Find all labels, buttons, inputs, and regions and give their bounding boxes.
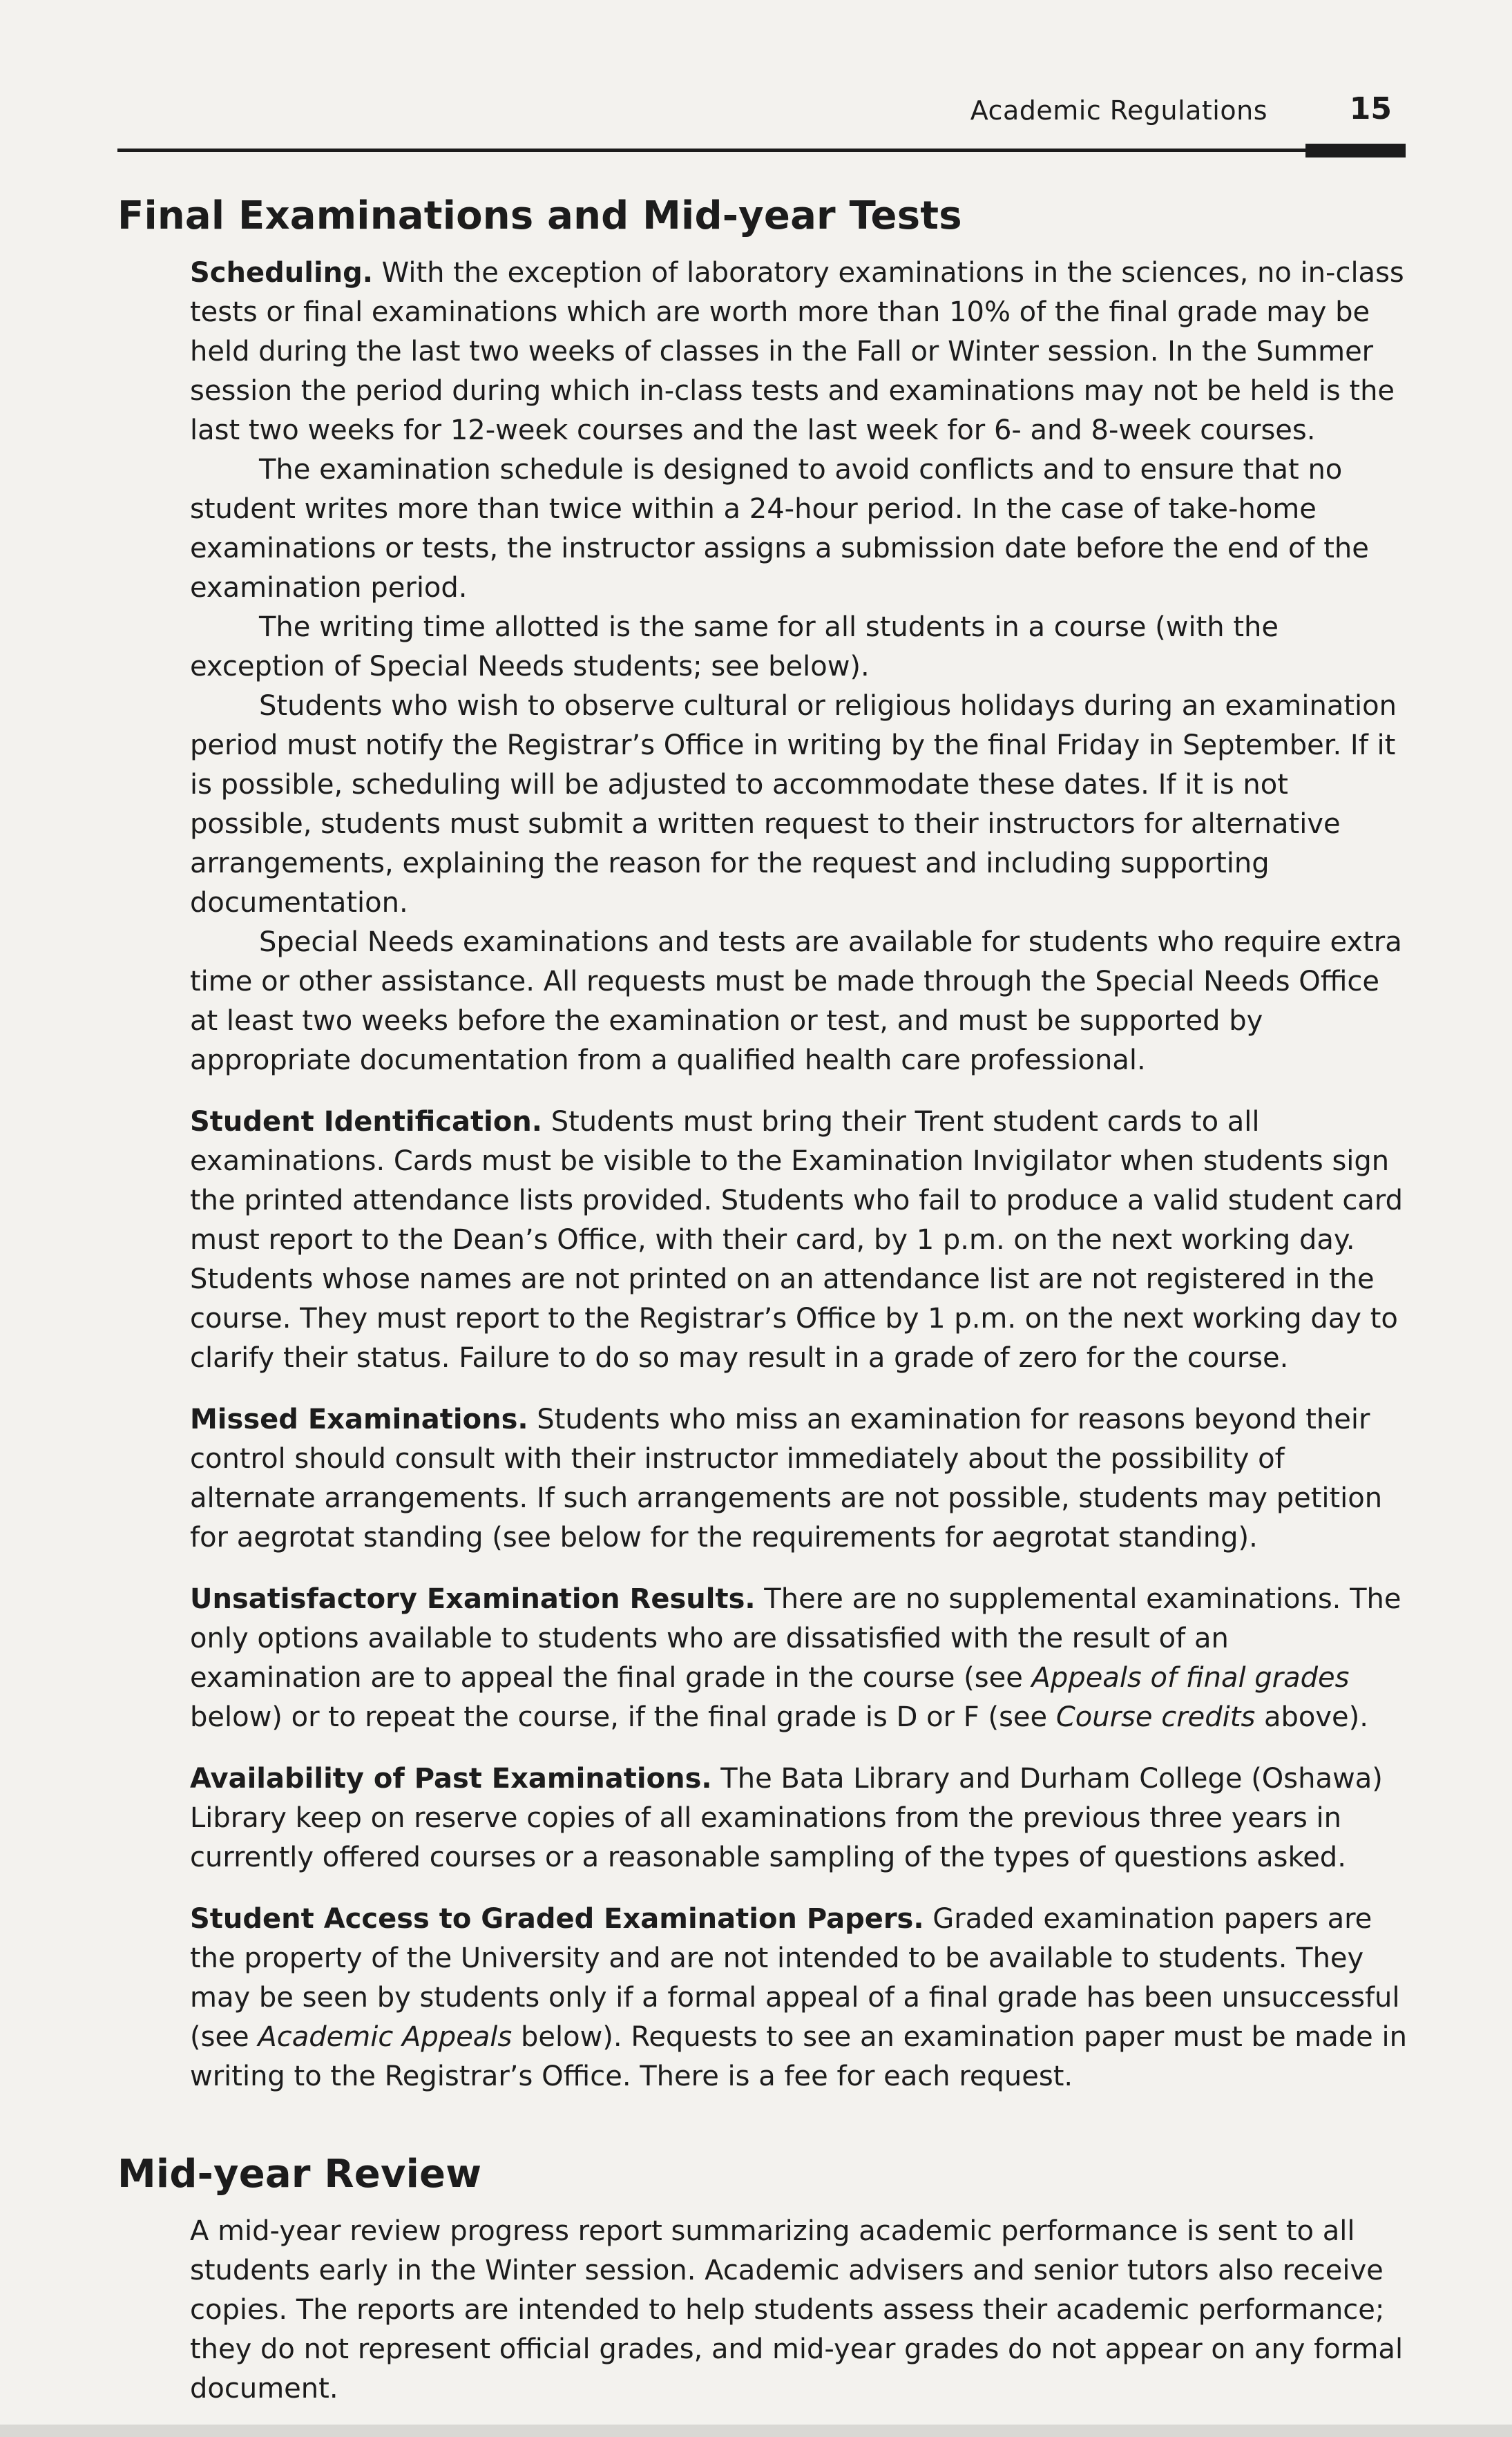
unsatisfactory-text-2: below) or to repeat the course, if the final grade is D or F (see [190, 1701, 1056, 1733]
running-title: Academic Regulations [970, 95, 1267, 126]
run-in-head-past-examinations: Availability of Past Examinations. [190, 1763, 712, 1795]
section-title-mid-year-review: Mid-year Review [117, 2152, 482, 2197]
scheduling-text: With the exception of laboratory examinations in the sciences, no in-class tests or final examinations which are worth more than 10% of the final grade may be held during the last two weeks of classes in the Fall or Winter session. In the Summer session the period during which in-class tests and examinations may not be held is the last two weeks for 12-week courses and the last week for 6- and 8-week courses. [190, 257, 1404, 446]
past-examinations-text: The Bata Library and Durham College (Oshawa) Library keep on reserve copies of all examinations from the previous three years in currently offered courses or a reasonable sampling of the types of questions asked. [190, 1763, 1383, 1873]
page-content [117, 187, 1416, 2409]
page-bottom-edge [0, 2425, 1512, 2437]
run-in-head-graded-papers: Student Access to Graded Examination Papers. [190, 1903, 924, 1935]
paragraph-mid-year-review: A mid-year review progress report summarizing academic performance is sent to all students early in the Winter session. Academic advisers and senior tutors also receive copies. The reports are intended to help students assess their academic performance; they do not represent official grades, and mid-year grades do not appear on any formal document. [190, 2215, 1404, 2405]
reference-academic-appeals: Academic Appeals [258, 2021, 513, 2053]
running-header [117, 90, 1406, 152]
header-rule-tab [1305, 144, 1406, 157]
reference-course-credits: Course credits [1055, 1701, 1256, 1733]
paragraph-graded-papers [190, 1900, 1409, 2096]
graded-papers-text-1: Graded examination papers are the property of the University and are not intended to be available to students. They may be seen by students only if a formal appeal of a final grade has been unsuccessful (see [190, 1903, 1400, 2053]
run-in-head-scheduling: Scheduling. [190, 257, 373, 289]
graded-papers-text-2: below). Requests to see an examination paper must be made in writing to the Registrar’s Office. There is a fee for each request. [190, 2021, 1407, 2092]
paragraph-scheduling [190, 254, 1409, 450]
paragraph-exam-schedule: The examination schedule is designed to avoid conflicts and to ensure that no student writes more than twice within a 24-hour period. In the case of take-home examinations or tests, the instructor assigns a submission date before the end of the examination period. [190, 454, 1369, 604]
unsatisfactory-text-3: above). [1255, 1701, 1368, 1733]
run-in-head-missed-examinations: Missed Examinations. [190, 1404, 528, 1435]
missed-examinations-text: Students who miss an examination for reasons beyond their control should consult with their instructor immediately about the possibility of alternate arrangements. If such arrangements are not possible, students may petition for aegrotat standing (see below for the requirements for aegrotat standing). [190, 1404, 1383, 1554]
reference-appeals-of-final-grades: Appeals of final grades [1031, 1662, 1350, 1694]
run-in-head-unsatisfactory-results: Unsatisfactory Examination Results. [190, 1583, 756, 1615]
section-body-final-examinations [190, 254, 1409, 2096]
paragraph-past-examinations [190, 1759, 1409, 1877]
paragraph-religious-holidays: Students who wish to observe cultural or religious holidays during an examination period must notify the Registrar’s Office in writing by the final Friday in September. If it is possible, scheduling will be adjusted to accommodate these dates. If it is not possible, students must submit a written request to their instructors for alternative arrangements, explaining the reason for the request and including supporting documentation. [190, 690, 1397, 919]
page-number: 15 [1349, 91, 1392, 126]
section-body-mid-year-review [190, 2212, 1409, 2409]
paragraph-unsatisfactory-results [190, 1580, 1409, 1737]
paragraph-student-identification [190, 1102, 1409, 1378]
unsatisfactory-text-1: There are no supplemental examinations. The only options available to students who are dissatisfied with the result of an examination are to appeal the final grade in the course (see [190, 1583, 1401, 1694]
section-title-final-examinations: Final Examinations and Mid-year Tests [117, 193, 962, 238]
header-rule [117, 149, 1406, 152]
run-in-head-student-identification: Student Identification. [190, 1106, 542, 1138]
student-identification-text: Students must bring their Trent student cards to all examinations. Cards must be visible to the Examination Invigilator when students sign the printed attendance lists provided. Students who fail to produce a valid student card must report to the Dean’s Office, with their card, by 1 p.m. on the next working day. Students whose names are not printed on an attendance list are not registered in the course. They must report to the Registrar’s Office by 1 p.m. on the next working day to clarify their status. Failure to do so may result in a grade of zero for the course. [190, 1106, 1403, 1374]
paragraph-special-needs: Special Needs examinations and tests are available for students who require extra time or other assistance. All requests must be made through the Special Needs Office at least two weeks before the examination or test, and must be supported by appropriate documentation from a qualified health care professional. [190, 926, 1402, 1076]
paragraph-writing-time: The writing time allotted is the same for all students in a course (with the exception of Special Needs students; see below). [190, 611, 1279, 682]
paragraph-missed-examinations [190, 1400, 1409, 1558]
